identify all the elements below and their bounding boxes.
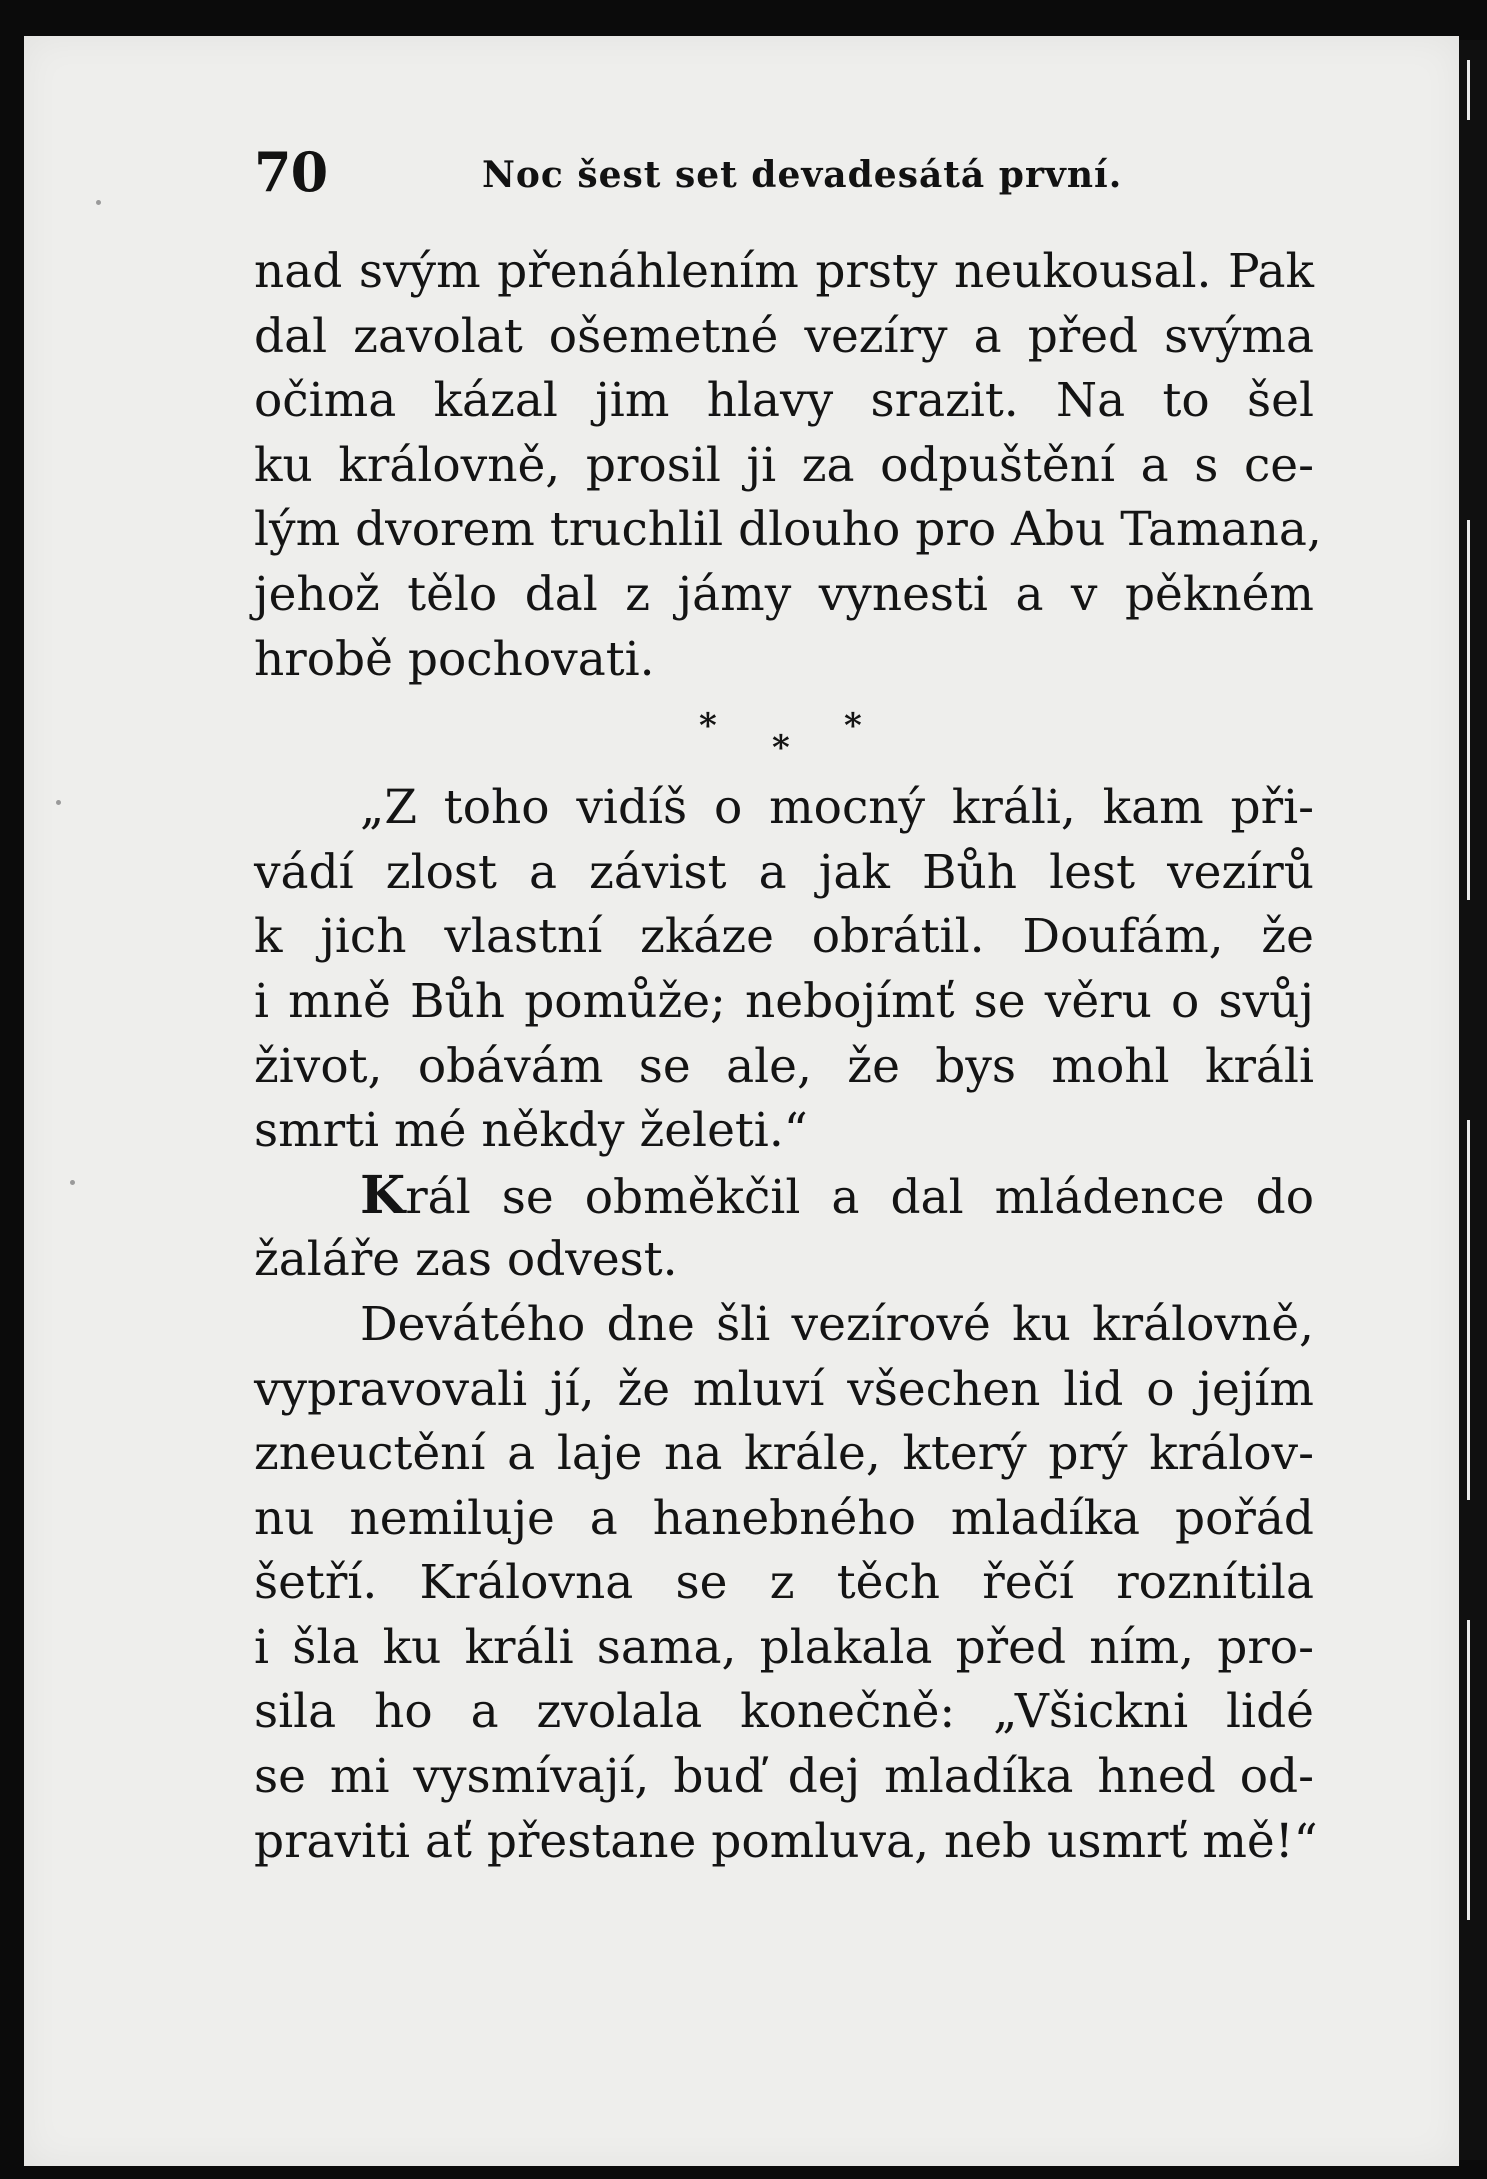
page-number: 70 [254,140,328,204]
body-text [254,240,1322,1874]
text-line: Devátého dne šli vezírové ku královně, [360,1296,1314,1352]
running-title: Noc šest set devadesátá první. [482,154,1123,196]
text-line: i mně Bůh pomůže; nebojímť se věru o svůj [254,973,1314,1029]
text-line: „Z toho vidíš o mocný králi, kam při- [360,780,1314,836]
text-line: žaláře zas odvest. [254,1232,678,1288]
text-line: praviti ať přestane pomluva, neb usmrť mě!“ [254,1813,1318,1869]
text-line: nad svým přenáhlením prsty neukousal. Pak [254,244,1314,299]
text-line: hrobě pochovati. [254,631,655,687]
text-line: ku královně, prosil ji za odpuštění a s ce- [254,437,1314,493]
text-line: dal zavolat ošemetné vezíry a před svýma [254,308,1314,364]
section-separator [254,692,1314,776]
asterisk: * [699,706,717,747]
text-line: lým dvorem truchlil dlouho pro Abu Tamana, [254,502,1322,558]
margin-mark [1467,60,1470,120]
text-line: smrti mé někdy želeti.“ [254,1103,808,1159]
text-line: šetří. Královna se z těch řečí roznítila [254,1555,1314,1611]
text-line: se mi vysmívají, buď dej mladíka hned od- [254,1749,1314,1805]
text-line: sila ho a zvolala konečně: „Všickni lidé [254,1684,1314,1740]
page-edge-shadow [1459,40,1487,2160]
margin-mark [1467,520,1470,900]
text-line: očima kázal jim hlavy srazit. Na to šel [254,373,1314,429]
margin-mark [1467,1120,1470,1500]
text-fragment: rál se obměkčil a dal mládence do [405,1169,1314,1225]
text-line: vypravovali jí, že mluví všechen lid o jejím [254,1361,1314,1417]
text-line: jehož tělo dal z jámy vynesti a v pěkném [254,566,1314,622]
asterisk: * [772,728,790,769]
initial-letter: K [360,1164,406,1226]
paper-speck [70,1180,75,1185]
text-line: i šla ku králi sama, plakala před ním, pro- [254,1619,1314,1675]
text-line: nu nemiluje a hanebného mladíka pořád [254,1490,1314,1546]
text-line: k jich vlastní zkáze obrátil. Doufám, že [254,909,1314,965]
margin-mark [1467,1620,1470,1920]
asterisk: * [844,706,862,747]
text-line [254,1164,1314,1229]
paper-speck [56,800,61,805]
text-line: život, obávám se ale, že bys mohl králi [254,1038,1314,1094]
page-header [254,140,1304,204]
paper-speck [96,200,101,205]
text-line: vádí zlost a závist a jak Bůh lest vezírů [254,844,1314,900]
text-line: zneuctění a laje na krále, který prý králov- [254,1426,1314,1482]
